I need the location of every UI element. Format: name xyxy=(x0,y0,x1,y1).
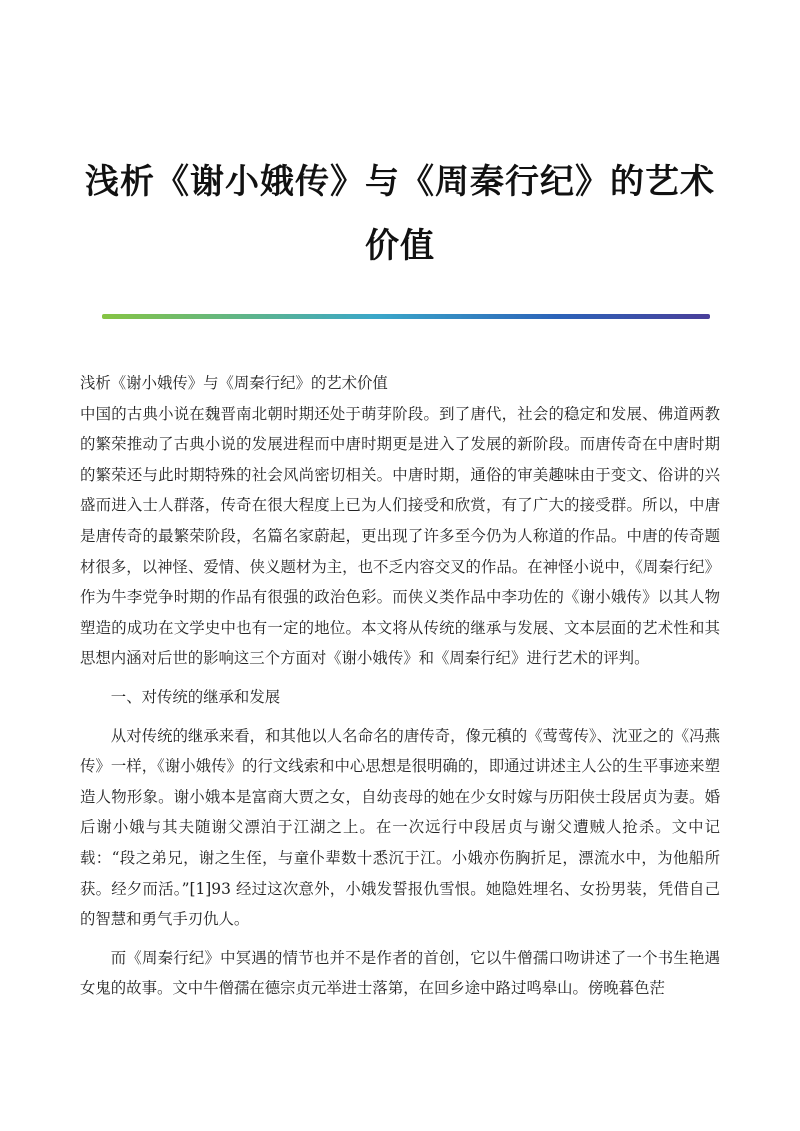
document-body xyxy=(80,368,720,1004)
body-paragraph: 从对传统的继承来看，和其他以人名命名的唐传奇，像元稹的《莺莺传》、沈亚之的《冯燕传》一样，《谢小娥传》的行文线索和中心思想是很明确的，即通过讲述主人公的生平事迹来塑造人物形象。谢小娥本是富商大贾之女，自幼丧母的她在少女时嫁与历阳侠士段居贞为妻。婚后谢小娥与其夫随谢父漂泊于江湖之上。在一次远行中段居贞与谢父遭贼人抢杀。文中记载：“段之弟兄，谢之生侄，与童仆辈数十悉沉于江。小娥亦伤胸折足，漂流水中，为他船所获。经夕而活。”[1]93 经过这次意外，小娥发誓报仇雪恨。她隐姓埋名、女扮男装，凭借自己的智慧和勇气手刃仇人。 xyxy=(80,726,720,929)
body-paragraph: 而《周秦行纪》中冥遇的情节也并不是作者的首创，它以牛僧孺口吻讲述了一个书生艳遇女鬼的故事。文中牛僧孺在德宗贞元举进士落第，在回乡途中路过鸣皋山。傍晚暮色茫 xyxy=(80,948,720,998)
section-heading: 一、对传统的继承和发展 xyxy=(110,687,281,706)
document-title: 浅析《谢小娥传》与《周秦行纪》的艺术价值 xyxy=(85,162,715,266)
intro-paragraph: 中国的古典小说在魏晋南北朝时期还处于萌芽阶段。到了唐代，社会的稳定和发展、佛道两教的繁荣推动了古典小说的发展进程而中唐时期更是进入了发展的新阶段。而唐传奇在中唐时期的繁荣还与此时期特殊的社会风尚密切相关。中唐时期，通俗的审美趣味由于变文、俗讲的兴盛而进入士人群落，传奇在很大程度上已为人们接受和欣赏，有了广大的接受群。所以，中唐是唐传奇的最繁荣阶段，名篇名家蔚起，更出现了许多至今仍为人称道的作品。中唐的传奇题材很多，以神怪、爱情、侠义题材为主，也不乏内容交叉的作品。在神怪小说中，《周秦行纪》作为牛李党争时期的作品有很强的政治色彩。而侠义类作品中李功佐的《谢小娥传》以其人物塑造的成功在文学史中也有一定的地位。本文将从传统的继承与发展、文本层面的艺术性和其思想内涵对后世的影响这三个方面对《谢小娥传》和《周秦行纪》进行艺术的评判。 xyxy=(80,404,720,668)
document-subtitle: 浅析《谢小娥传》与《周秦行纪》的艺术价值 xyxy=(80,374,388,392)
title-gradient-divider xyxy=(102,314,710,319)
